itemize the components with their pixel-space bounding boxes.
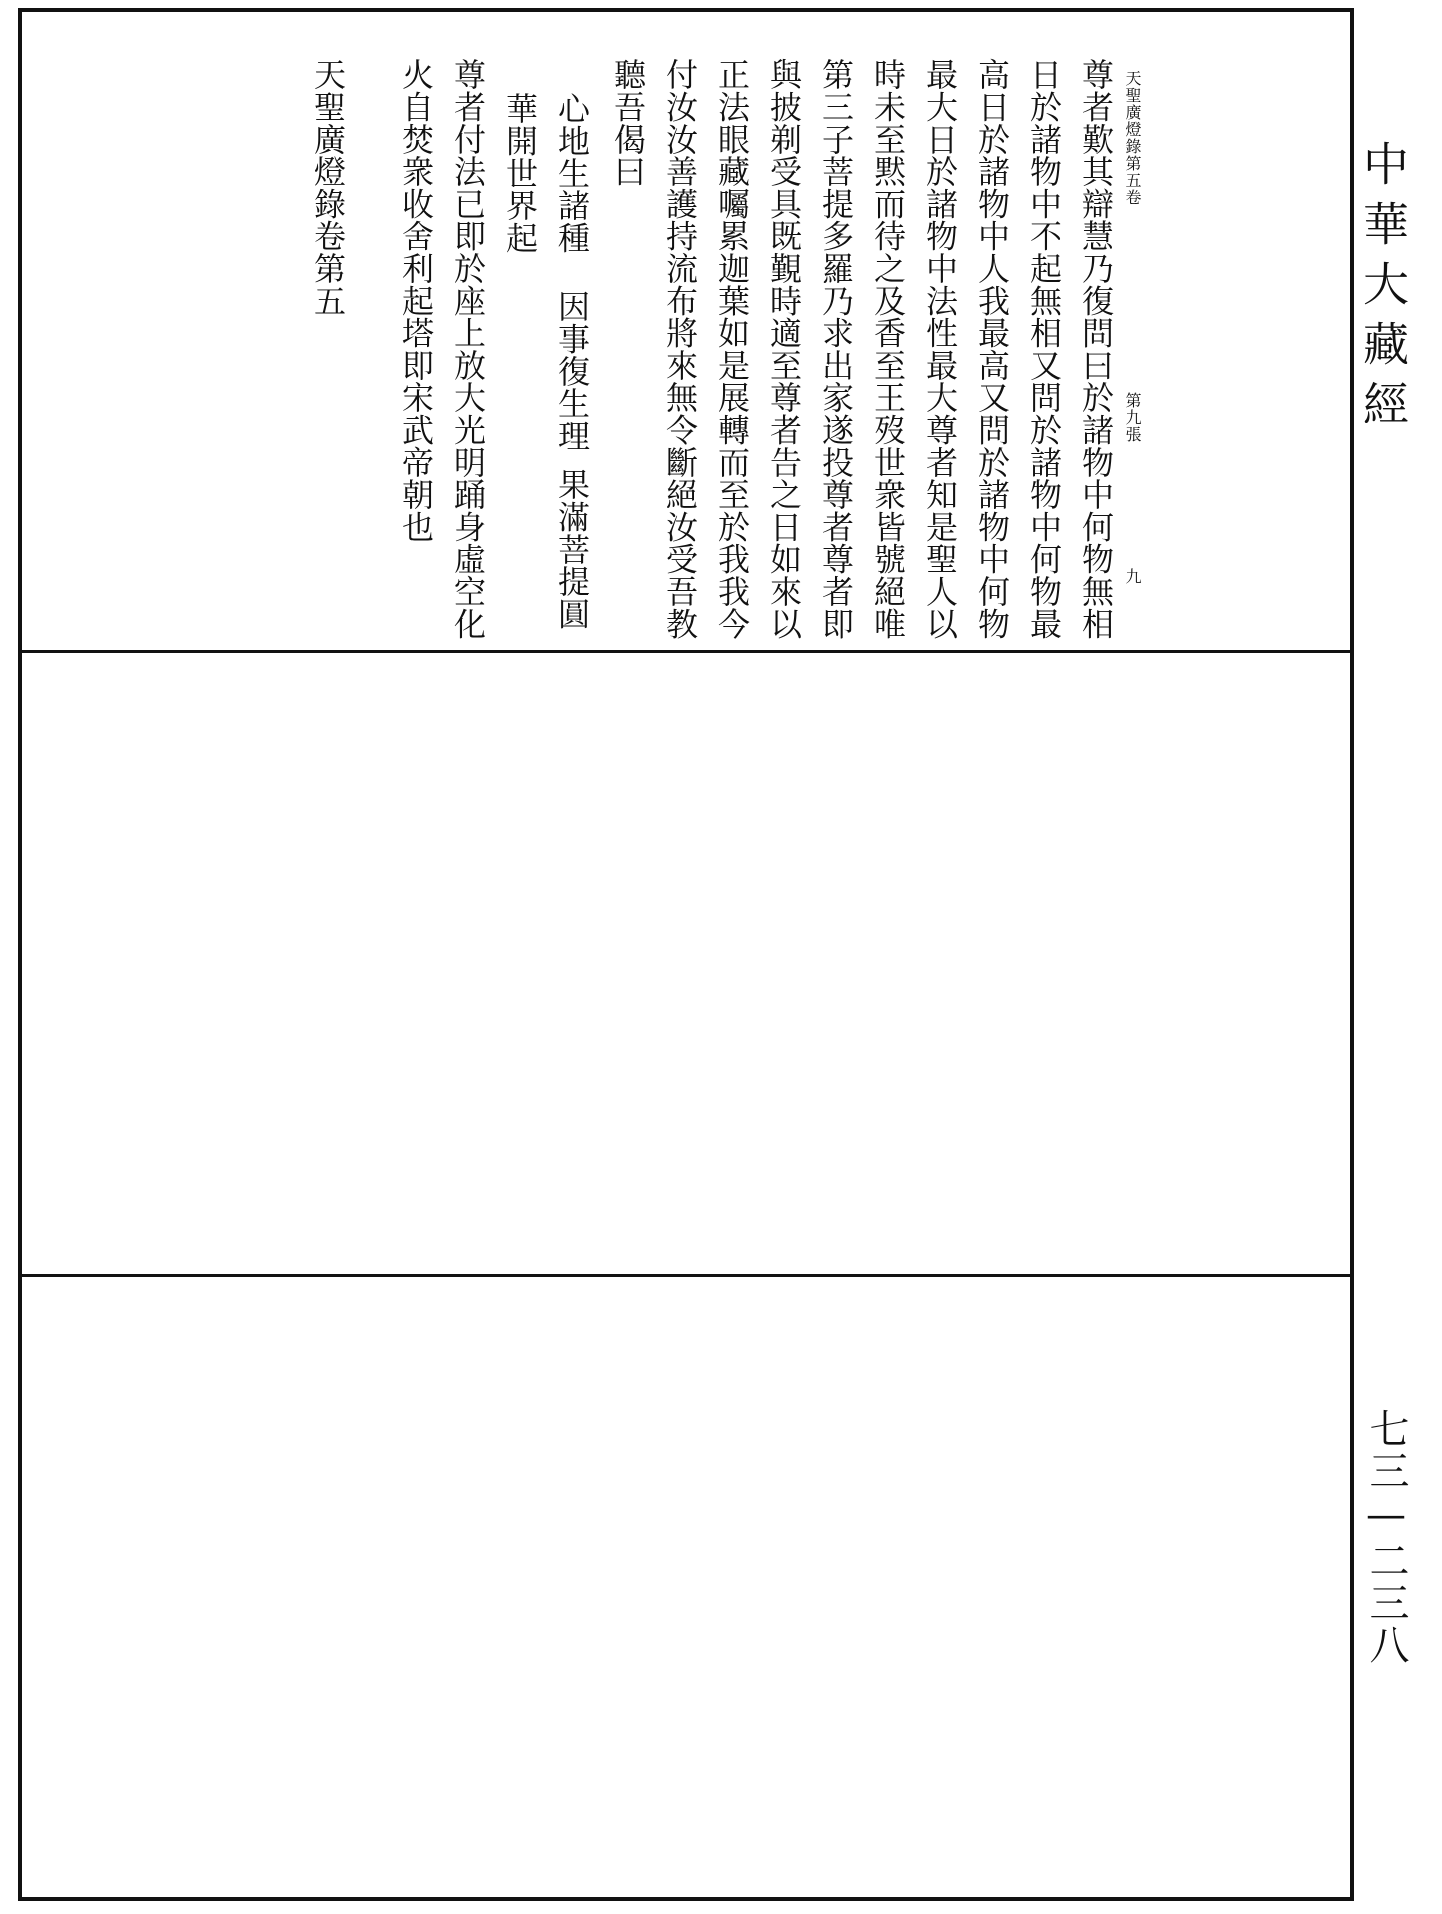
- page-number: 七三—二三八: [1363, 1408, 1409, 1666]
- verse-line-1c: 果滿菩提圓: [553, 468, 591, 630]
- closing-column-1: 尊者付法已即於座上放大光明踊身虛空化: [449, 58, 487, 640]
- text-column-8: 正法眼藏囑累迦葉如是展轉而至於我我今: [713, 58, 751, 640]
- panel-divider-lower: [18, 1274, 1354, 1277]
- verse-line-1a: 心地生諸種: [553, 92, 591, 254]
- panel-divider-upper: [18, 650, 1354, 653]
- collection-title: 中華大藏經: [1356, 140, 1410, 440]
- text-column-1: 尊者歎其辯慧乃復問曰於諸物中何物無相: [1077, 58, 1115, 640]
- closing-column-2: 火自焚衆收舍利起塔即宋武帝朝也: [397, 58, 435, 543]
- running-header-title: 天聖廣燈錄第五卷: [1123, 70, 1142, 206]
- text-column-3: 高日於諸物中人我最高又問於諸物中何物: [973, 58, 1011, 640]
- text-column-4: 最大日於諸物中法性最大尊者知是聖人以: [921, 58, 959, 640]
- running-header-sheet: 第九張: [1123, 392, 1142, 443]
- verse-line-1b: 因事復生理: [553, 290, 591, 452]
- text-column-7: 與披剃受具既覲時適至尊者告之日如來以: [765, 58, 803, 640]
- text-column-10: 聽吾偈曰: [609, 58, 647, 188]
- text-column-5: 時未至黙而待之及香至王歿世衆皆號絕唯: [869, 58, 907, 640]
- end-title: 天聖廣燈錄卷第五: [309, 58, 347, 317]
- text-column-9: 付汝汝善護持流布將來無令斷絕汝受吾教: [661, 58, 699, 640]
- text-column-2: 日於諸物中不起無相又問於諸物中何物最: [1025, 58, 1063, 640]
- verse-line-2: 華開世界起: [501, 92, 539, 254]
- running-header-folio: 九: [1123, 568, 1142, 585]
- text-column-6: 第三子菩提多羅乃求出家遂投尊者尊者即: [817, 58, 855, 640]
